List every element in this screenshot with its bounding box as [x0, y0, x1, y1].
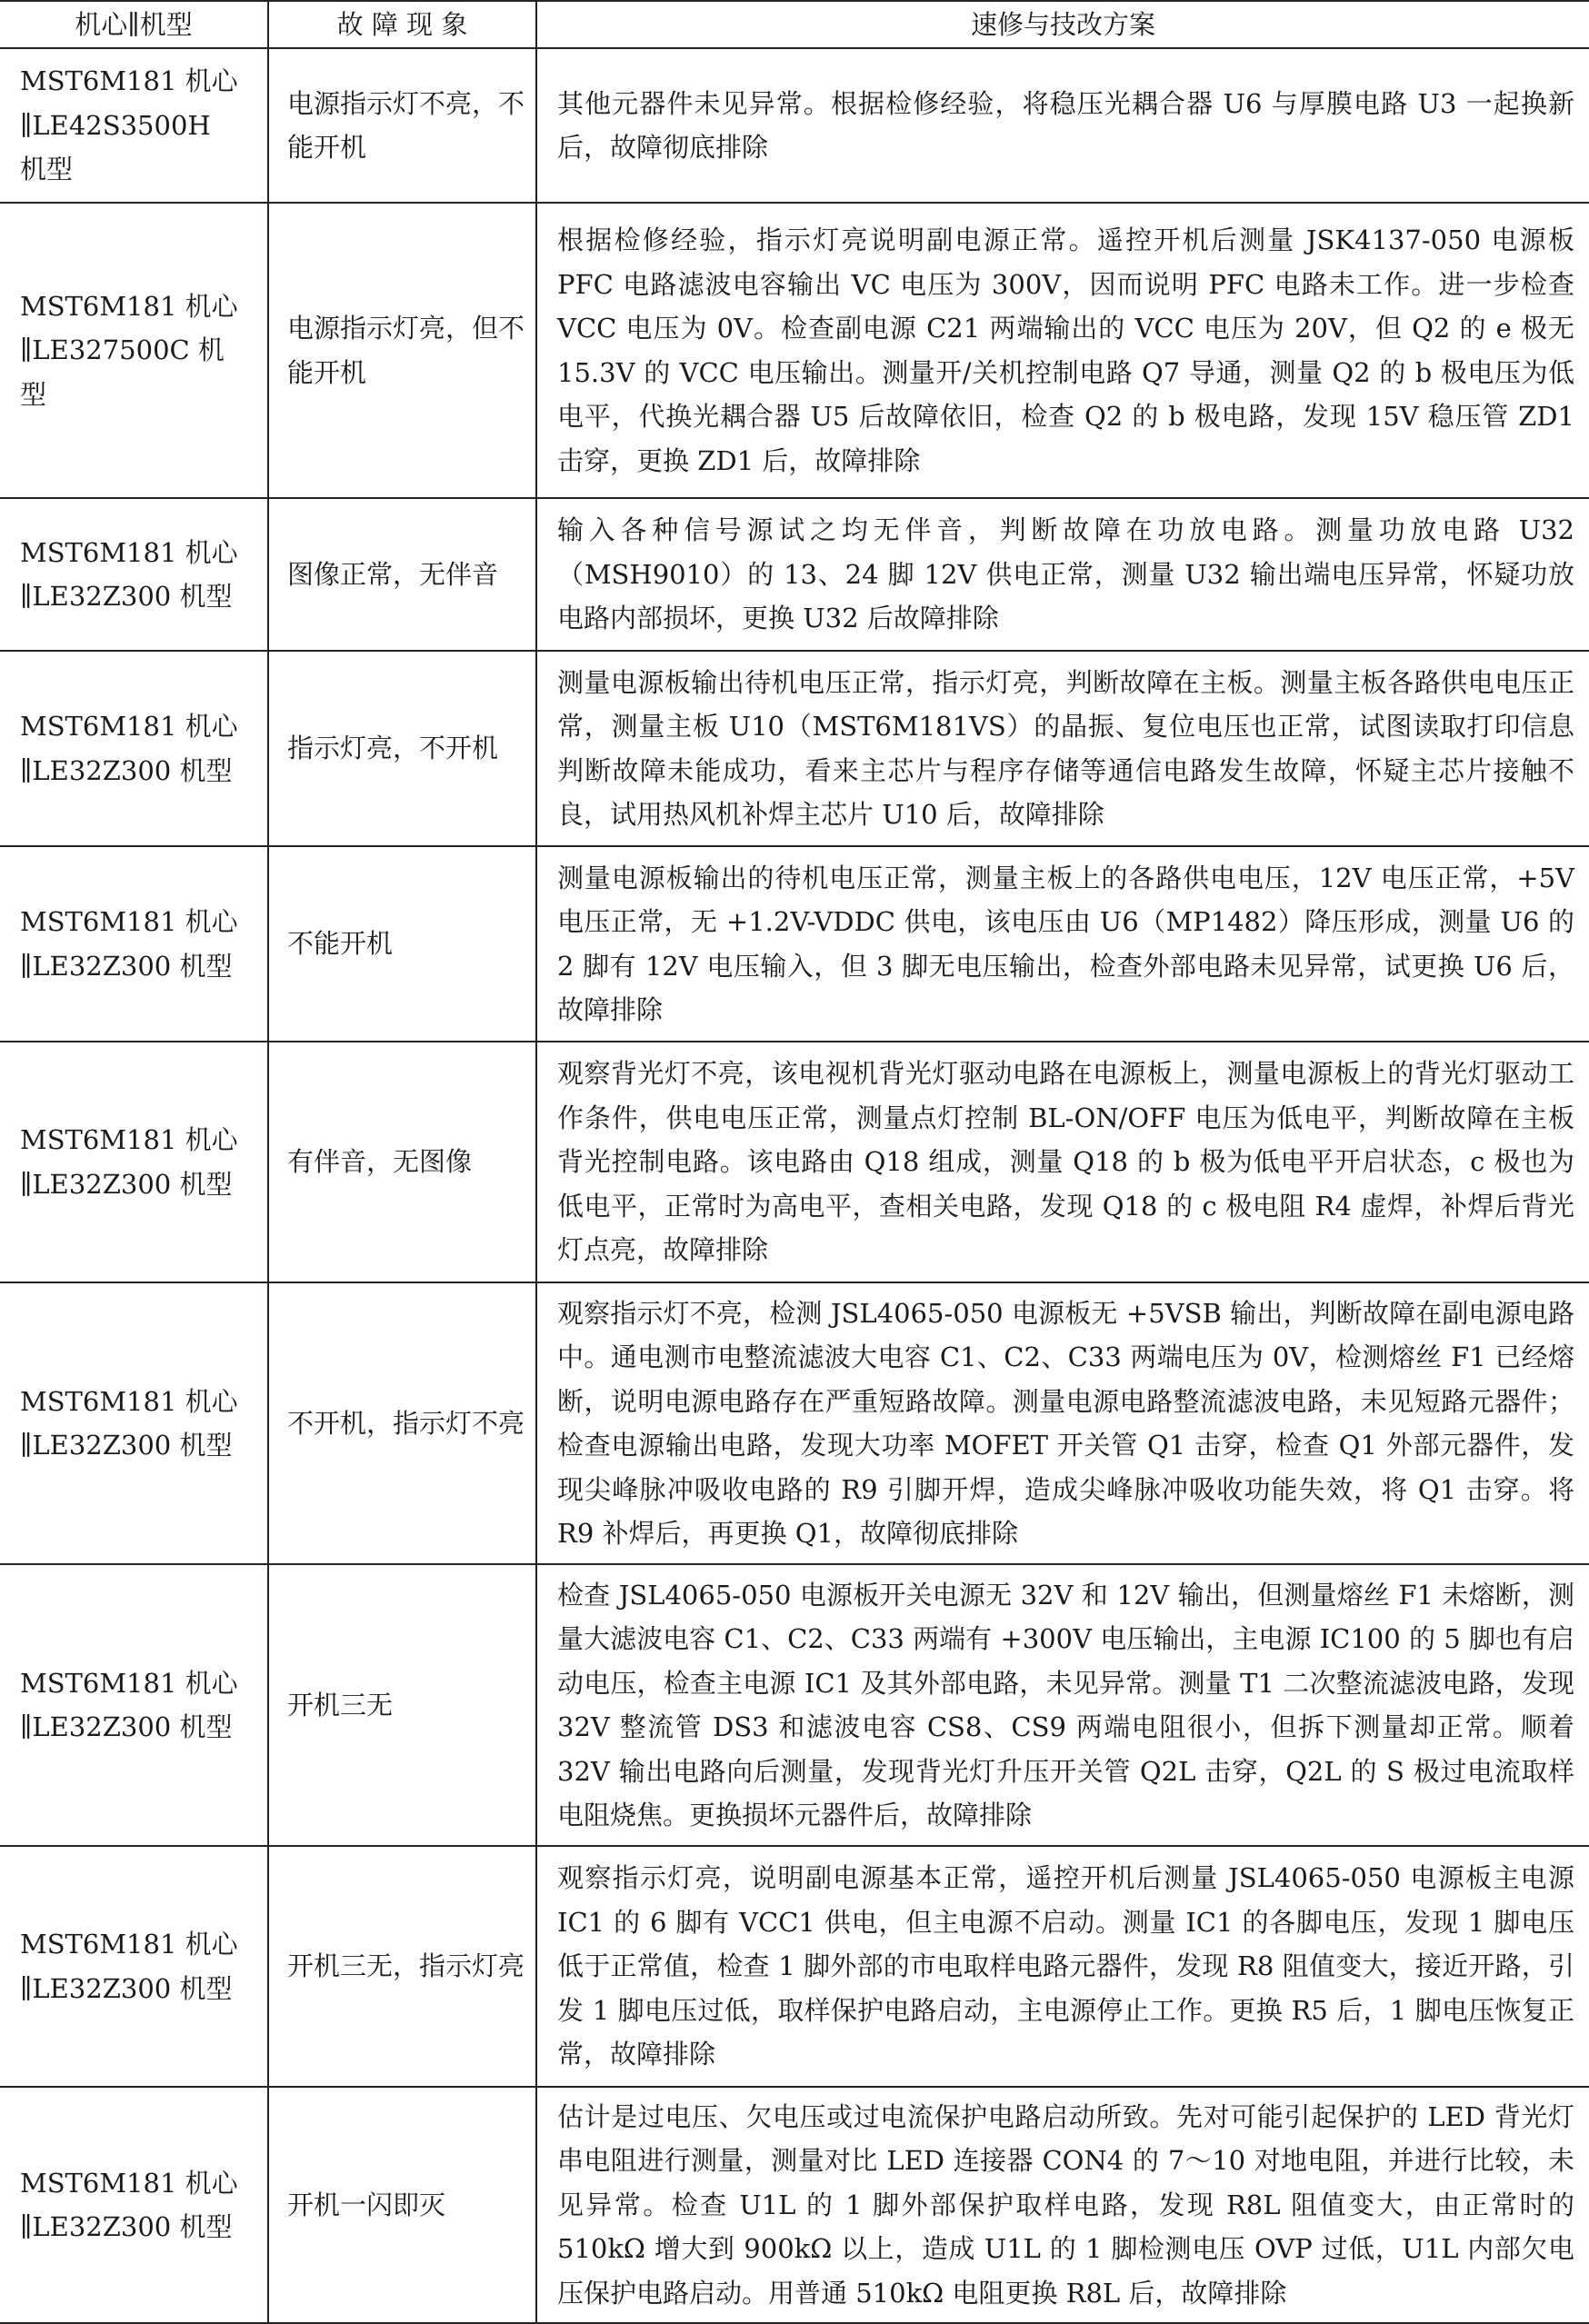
fault-cell: 有伴音，无图像: [268, 1042, 536, 1282]
table-row: [0, 48, 1589, 203]
model-cell: MST6M181 机心∥LE327500C 机型: [0, 203, 268, 498]
table-row: [0, 1042, 1589, 1282]
header-fault: 故 障 现 象: [268, 1, 536, 48]
fault-cell: 开机三无，指示灯亮: [268, 1846, 536, 2087]
solution-cell: 观察指示灯亮，说明副电源基本正常，遥控开机后测量 JSL4065-050 电源板主电源 IC1 的 6 脚有 VCC1 供电，但主电源不启动。测量 IC1 的各脚电压，发现 1 脚电压低于正常值，检查 1 脚外部的市电取样电路元器件，发现 R8 阻值变大，接近开路，引发 1 脚电压过低，取样保护电路启动，主电源停止工作。更换 R5 后，1 脚电压恢复正常，故障排除: [536, 1846, 1589, 2087]
model-cell: MST6M181 机心∥LE32Z300 机型: [0, 498, 268, 651]
table-row: [0, 498, 1589, 651]
fault-cell: 开机三无: [268, 1564, 536, 1846]
model-cell: MST6M181 机心∥LE32Z300 机型: [0, 1846, 268, 2087]
fault-cell: 电源指示灯不亮，不能开机: [268, 48, 536, 203]
model-cell: MST6M181 机心∥LE32Z300 机型: [0, 846, 268, 1042]
header-model: 机心∥机型: [0, 1, 268, 48]
solution-cell: 测量电源板输出的待机电压正常，测量主板上的各路供电电压，12V 电压正常，+5V 电压正常，无 +1.2V-VDDC 供电，该电压由 U6（MP1482）降压形成，测量 U6 的 2 脚有 12V 电压输入，但 3 脚无电压输出，检查外部电路未见异常，试更换 U6 后，故障排除: [536, 846, 1589, 1042]
fault-cell: 电源指示灯亮，但不能开机: [268, 203, 536, 498]
model-cell: MST6M181 机心∥LE32Z300 机型: [0, 1042, 268, 1282]
table-row: [0, 651, 1589, 846]
table-row: [0, 2087, 1589, 2323]
fault-cell: 不开机，指示灯不亮: [268, 1282, 536, 1564]
table-row: [0, 1846, 1589, 2087]
solution-cell: 测量电源板输出待机电压正常，指示灯亮，判断故障在主板。测量主板各路供电电压正常，测量主板 U10（MST6M181VS）的晶振、复位电压也正常，试图读取打印信息判断故障未能成功，看来主芯片与程序存储等通信电路发生故障，怀疑主芯片接触不良，试用热风机补焊主芯片 U10 后，故障排除: [536, 651, 1589, 846]
solution-cell: 根据检修经验，指示灯亮说明副电源正常。遥控开机后测量 JSK4137-050 电源板 PFC 电路滤波电容输出 VC 电压为 300V，因而说明 PFC 电路未工作。进一步检查 VCC 电压为 0V。检查副电源 C21 两端输出的 VCC 电压为 20V，但 Q2 的 e 极无 15.3V 的 VCC 电压输出。测量开/关机控制电路 Q7 导通，测量 Q2 的 b 极电压为低电平，代换光耦合器 U5 后故障依旧，检查 Q2 的 b 极电路，发现 15V 稳压管 ZD1 击穿，更换 ZD1 后，故障排除: [536, 203, 1589, 498]
table-header-row: [0, 1, 1589, 48]
model-cell: MST6M181 机心∥LE32Z300 机型: [0, 1282, 268, 1564]
table-row: [0, 846, 1589, 1042]
solution-cell: 观察背光灯不亮，该电视机背光灯驱动电路在电源板上，测量电源板上的背光灯驱动工作条件，供电电压正常，测量点灯控制 BL-ON/OFF 电压为低电平，判断故障在主板背光控制电路。该电路由 Q18 组成，测量 Q18 的 b 极为低电平开启状态，c 极也为低电平，正常时为高电平，查相关电路，发现 Q18 的 c 极电阻 R4 虚焊，补焊后背光灯点亮，故障排除: [536, 1042, 1589, 1282]
solution-cell: 输入各种信号源试之均无伴音，判断故障在功放电路。测量功放电路 U32（MSH9010）的 13、24 脚 12V 供电正常，测量 U32 输出端电压异常，怀疑功放电路内部损坏，更换 U32 后故障排除: [536, 498, 1589, 651]
model-cell: MST6M181 机心∥LE32Z300 机型: [0, 2087, 268, 2323]
table-row: [0, 1564, 1589, 1846]
fault-cell: 图像正常，无伴音: [268, 498, 536, 651]
model-cell: MST6M181 机心∥LE42S3500H 机型: [0, 48, 268, 203]
model-cell: MST6M181 机心∥LE32Z300 机型: [0, 651, 268, 846]
solution-cell: 检查 JSL4065-050 电源板开关电源无 32V 和 12V 输出，但测量熔丝 F1 未熔断，测量大滤波电容 C1、C2、C33 两端有 +300V 电压输出，主电源 IC100 的 5 脚也有启动电压，检查主电源 IC1 及其外部电路，未见异常。测量 T1 二次整流滤波电路，发现 32V 整流管 DS3 和滤波电容 CS8、CS9 两端电阻很小，但拆下测量却正常。顺着 32V 输出电路向后测量，发现背光灯升压开关管 Q2L 击穿，Q2L 的 S 极过电流取样电阻烧焦。更换损坏元器件后，故障排除: [536, 1564, 1589, 1846]
fault-cell: 不能开机: [268, 846, 536, 1042]
table-row: [0, 1282, 1589, 1564]
solution-cell: 其他元器件未见异常。根据检修经验，将稳压光耦合器 U6 与厚膜电路 U3 一起换新后，故障彻底排除: [536, 48, 1589, 203]
model-cell: MST6M181 机心∥LE32Z300 机型: [0, 1564, 268, 1846]
table-row: [0, 203, 1589, 498]
fault-cell: 开机一闪即灭: [268, 2087, 536, 2323]
solution-cell: 估计是过电压、欠电压或过电流保护电路启动所致。先对可能引起保护的 LED 背光灯串电阻进行测量，测量对比 LED 连接器 CON4 的 7～10 对地电阻，并进行比较，未见异常。检查 U1L 的 1 脚外部保护取样电路，发现 R8L 阻值变大，由正常时的 510kΩ 增大到 900kΩ 以上，造成 U1L 的 1 脚检测电压 OVP 过低，U1L 内部欠电压保护电路启动。用普通 510kΩ 电阻更换 R8L 后，故障排除: [536, 2087, 1589, 2323]
solution-cell: 观察指示灯不亮，检测 JSL4065-050 电源板无 +5VSB 输出，判断故障在副电源电路中。通电测市电整流滤波大电容 C1、C2、C33 两端电压为 0V，检测熔丝 F1 已经熔断，说明电源电路存在严重短路故障。测量电源电路整流滤波电路，未见短路元器件；检查电源输出电路，发现大功率 MOFET 开关管 Q1 击穿，检查 Q1 外部元器件，发现尖峰脉冲吸收电路的 R9 引脚开焊，造成尖峰脉冲吸收功能失效，将 Q1 击穿。将 R9 补焊后，再更换 Q1，故障彻底排除: [536, 1282, 1589, 1564]
header-solution: 速修与技改方案: [536, 1, 1589, 48]
fault-cell: 指示灯亮，不开机: [268, 651, 536, 846]
